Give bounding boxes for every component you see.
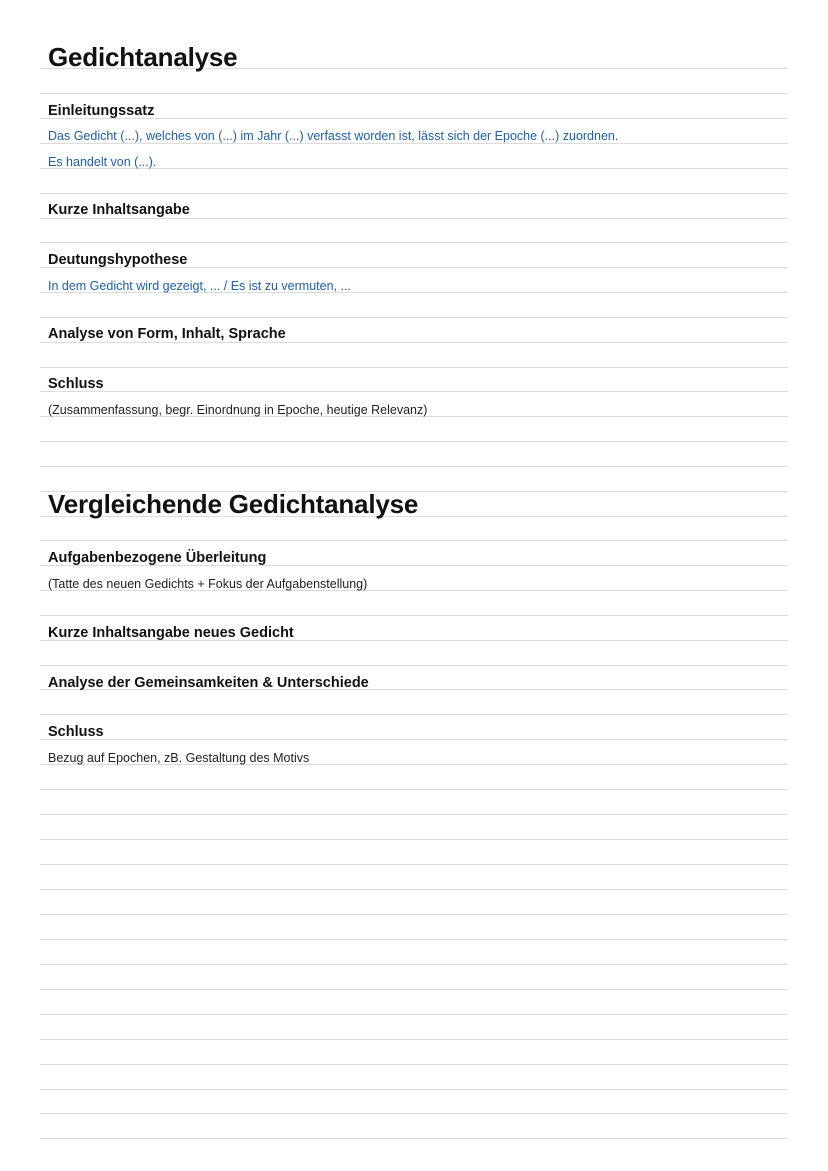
rule-line bbox=[40, 1089, 788, 1090]
rule-line bbox=[40, 839, 788, 840]
rule-line bbox=[40, 466, 788, 467]
rule-line bbox=[40, 391, 788, 392]
rule-line bbox=[40, 739, 788, 740]
rule-line bbox=[40, 1138, 788, 1139]
rule-line bbox=[40, 441, 788, 442]
schluss-2-note: Bezug auf Epochen, zB. Gestaltung des Motivs bbox=[48, 751, 310, 765]
rule-line bbox=[40, 989, 788, 990]
rule-line bbox=[40, 789, 788, 790]
ueberleitung-note: (Tatte des neuen Gedichts + Fokus der Aufgabenstellung) bbox=[48, 577, 368, 591]
inhaltsangabe-neu-heading: Kurze Inhaltsangabe neues Gedicht bbox=[48, 625, 294, 641]
rule-line bbox=[40, 615, 788, 616]
rule-line bbox=[40, 218, 788, 219]
analyse-heading: Analyse von Form, Inhalt, Sprache bbox=[48, 326, 286, 342]
rule-line bbox=[40, 889, 788, 890]
gemeinsamkeiten-heading: Analyse der Gemeinsamkeiten & Unterschiede bbox=[48, 675, 369, 691]
rule-line bbox=[40, 143, 788, 144]
schluss-2-heading: Schluss bbox=[48, 724, 104, 740]
schluss-note: (Zusammenfassung, begr. Einordnung in Epoche, heutige Relevanz) bbox=[48, 403, 428, 417]
ueberleitung-heading: Aufgabenbezogene Überleitung bbox=[48, 550, 267, 566]
rule-line bbox=[40, 939, 788, 940]
rule-line bbox=[40, 367, 788, 368]
section-2-title: Vergleichende Gedichtanalyse bbox=[48, 489, 419, 519]
rule-line bbox=[40, 342, 788, 343]
deutungshypothese-text: In dem Gedicht wird gezeigt, ... / Es ist zu vermuten, ... bbox=[48, 279, 351, 293]
einleitung-text-line-1: Das Gedicht (...), welches von (...) im Jahr (...) verfasst worden ist, lässt sich der Epoche (...) zuordnen. bbox=[48, 129, 619, 143]
einleitung-heading: Einleitungssatz bbox=[48, 103, 155, 119]
rule-line bbox=[40, 665, 788, 666]
rule-line bbox=[40, 814, 788, 815]
deutungshypothese-heading: Deutungshypothese bbox=[48, 252, 188, 268]
inhaltsangabe-heading: Kurze Inhaltsangabe bbox=[48, 202, 190, 218]
rule-line bbox=[40, 317, 788, 318]
rule-line bbox=[40, 540, 788, 541]
rule-line bbox=[40, 964, 788, 965]
rule-line bbox=[40, 914, 788, 915]
rule-line bbox=[40, 714, 788, 715]
section-1-title: Gedichtanalyse bbox=[48, 42, 238, 72]
rule-line bbox=[40, 1113, 788, 1114]
rule-line bbox=[40, 242, 788, 243]
rule-line bbox=[40, 864, 788, 865]
rule-line bbox=[40, 1064, 788, 1065]
schluss-heading: Schluss bbox=[48, 376, 104, 392]
rule-line bbox=[40, 1014, 788, 1015]
rule-line bbox=[40, 193, 788, 194]
rule-line bbox=[40, 1039, 788, 1040]
einleitung-text-line-2: Es handelt von (...). bbox=[48, 155, 157, 169]
rule-line bbox=[40, 93, 788, 94]
